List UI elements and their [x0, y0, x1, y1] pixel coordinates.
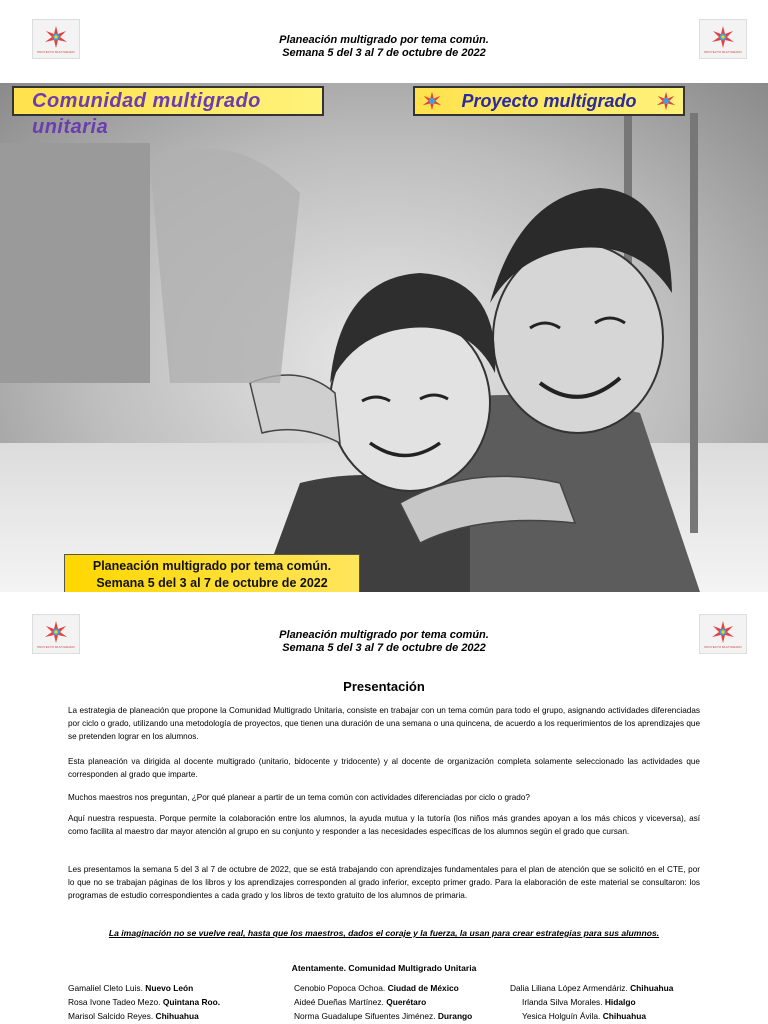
header-line2: Semana 5 del 3 al 7 de octubre de 2022	[282, 642, 486, 654]
page-title: Presentación	[343, 679, 425, 694]
page-header	[0, 34, 768, 60]
author-item: Norma Guadalupe Sifuentes Jiménez. Durango	[294, 1011, 473, 1021]
logo-caption: PROYECTO MULTIGRADO	[37, 49, 75, 54]
paragraph-2: Esta planeación va dirigida al docente multigrado (unitario, bidocente y tridocente) y al docente de organización completa solamente seleccionado las actividades que corresponden al grado que imparte.	[68, 757, 700, 779]
signature: Atentamente. Comunidad Multigrado Unitaria	[291, 963, 477, 973]
header-line2: Semana 5 del 3 al 7 de octubre de 2022	[282, 47, 486, 59]
banner-planeacion	[64, 554, 360, 592]
logo-caption: PROYECTO MULTIGRADO	[37, 644, 75, 649]
quote: La imaginación no se vuelve real, hasta que los maestros, dados el coraje y la fuerza, la usan para crear estrategias para sus alumnos.	[108, 928, 660, 938]
cover-image	[0, 83, 768, 592]
paragraph-1: La estrategia de planeación que propone la Comunidad Multigrado Unitaria, consiste en trabajar con un tema común para todo el grupo, asignando actividades diferenciadas por ciclo o grado, utilizando una metodología de proyectos, que tienen una duración de una semana o una quincena, de acuerdo a los requerimientos de los aprendizajes que se pretenden lograr en los alumnos.	[68, 706, 700, 741]
author-item: Aideé Dueñas Martínez. Querétaro	[294, 997, 427, 1007]
banner-proyecto-text: Proyecto multigrado	[461, 91, 637, 111]
author-item: Irlanda Silva Morales. Hidalgo	[522, 997, 636, 1007]
author-item: Yesica Holguín Ávila. Chihuahua	[522, 1011, 646, 1021]
logo-caption: PROYECTO MULTIGRADO	[704, 644, 742, 649]
banner-bottom-line1: Planeación multigrado por tema común.	[92, 559, 332, 573]
page-header-2	[0, 629, 768, 655]
banner-bottom-line2: Semana 5 del 3 al 7 de octubre de 2022	[96, 576, 328, 590]
children-sketch-illustration	[0, 83, 768, 592]
paragraph-5: Les presentamos la semana 5 del 3 al 7 de octubre de 2022, que se está trabajando con aprendizajes fundamentales para el plan de atención que se solicitó en el CTE, por lo que no se trabajan páginas de los libros y los aprendizajes corresponden al grado inferior, excepto primer grado. Para la elaboración de este material se consultaron: los programas de estudio correspondientes a cada grado y los libros de texto gratuito de los alumnos de primaria.	[68, 865, 700, 900]
author-item: Rosa Ivone Tadeo Mezo. Quintana Roo.	[68, 997, 221, 1007]
author-item: Cenobio Popoca Ochoa. Ciudad de México	[294, 983, 459, 993]
author-item: Marisol Salcido Reyes. Chihuahua	[68, 1011, 199, 1021]
star-logo-icon	[655, 90, 677, 112]
author-item: Gamaliel Cleto Luis. Nuevo León	[68, 983, 194, 993]
paragraph-4: Aquí nuestra respuesta. Porque permite la colaboración entre los alumnos, la ayuda mutua y la tutoría (los niños más grandes apoyan a los más chicos y viceversa), así como facilita al maestro dar mayor atención al grupo en su conjunto y responder a las necesidades específicas de los alumnos según el grado que cursan.	[68, 814, 700, 836]
paragraph-3: Muchos maestros nos preguntan, ¿Por qué planear a partir de un tema común con actividades diferenciadas por ciclo o grado?	[68, 793, 530, 802]
star-logo-icon	[421, 90, 443, 112]
banner-comunidad: Comunidad multigrado unitaria	[12, 86, 324, 116]
header-line1: Planeación multigrado por tema común.	[279, 34, 489, 46]
logo-caption: PROYECTO MULTIGRADO	[704, 49, 742, 54]
banner-proyecto	[413, 86, 685, 116]
author-item: Dalia Liliana López Armendáriz. Chihuahua	[510, 983, 674, 993]
header-line1: Planeación multigrado por tema común.	[279, 629, 489, 641]
